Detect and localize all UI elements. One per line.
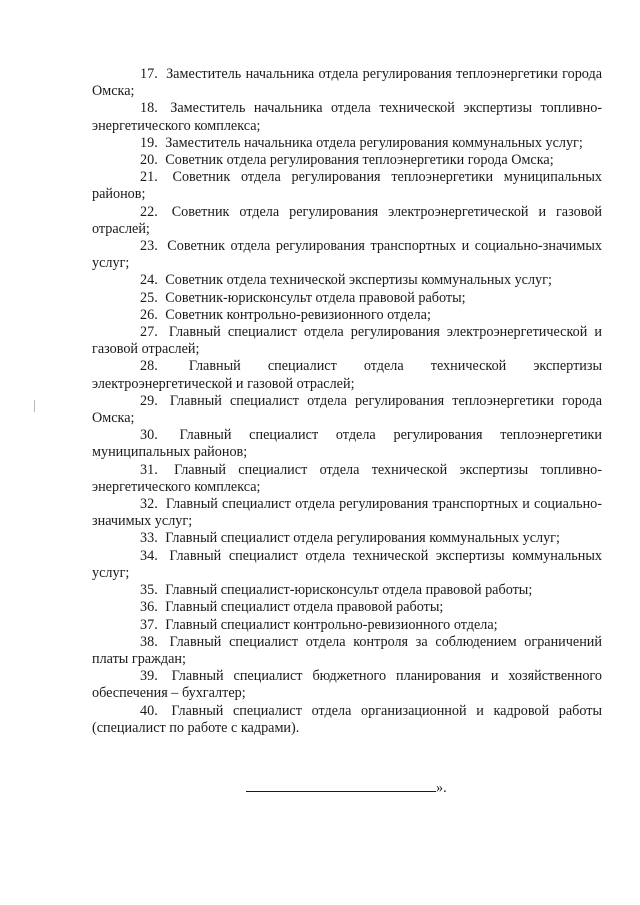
- item-text: Советник отдела регулирования теплоэнергетики города Омска;: [165, 152, 554, 169]
- item-text: Главный специалист отдела регулирования транспортных и социально-значимых услуг;: [92, 496, 602, 530]
- item-text: Главный специалист отдела технической экспертизы электроэнергетической и газовой отраслей;: [92, 358, 602, 392]
- item-text: Советник контрольно-ревизионного отдела;: [165, 306, 431, 323]
- list-item: [92, 617, 602, 634]
- item-number: 20.: [140, 152, 158, 169]
- item-number: 28.: [140, 358, 158, 375]
- item-number: 37.: [140, 616, 158, 633]
- item-number: 24.: [140, 272, 158, 289]
- item-text: Главный специалист-юрисконсульт отдела правовой работы;: [165, 582, 533, 599]
- list-item: [92, 703, 602, 737]
- item-text: Главный специалист отдела регулирования теплоэнергетики муниципальных районов;: [92, 427, 603, 461]
- item-number: 22.: [140, 203, 158, 220]
- item-number: 31.: [140, 461, 158, 478]
- list-item: [92, 548, 602, 582]
- item-number: 27.: [140, 324, 158, 341]
- item-number: 33.: [140, 530, 158, 547]
- list-item: [92, 152, 602, 169]
- item-text: Советник отдела регулирования электроэнергетической и газовой отраслей;: [92, 203, 603, 237]
- list-item: [92, 66, 602, 100]
- item-number: 39.: [140, 668, 158, 685]
- item-text: Главный специалист отдела регулирования коммунальных услуг;: [165, 530, 560, 547]
- item-text: Советник отдела регулирования теплоэнергетики муниципальных районов;: [92, 169, 603, 203]
- item-number: 34.: [140, 547, 158, 564]
- item-text: Главный специалист бюджетного планирования и хозяйственного обеспечения – бухгалтер;: [92, 668, 602, 702]
- list-item: [92, 393, 602, 427]
- item-text: Советник отдела технической экспертизы коммунальных услуг;: [165, 272, 552, 289]
- item-text: Главный специалист отдела регулирования теплоэнергетики города Омска;: [92, 392, 602, 427]
- item-number: 17.: [140, 66, 158, 82]
- item-number: 23.: [140, 238, 158, 255]
- list-item: [92, 599, 602, 616]
- list-item: [92, 634, 602, 668]
- list-item: [92, 135, 602, 152]
- item-number: 25.: [140, 289, 158, 306]
- item-number: 38.: [140, 633, 158, 650]
- item-number: 21.: [140, 169, 158, 186]
- item-number: 40.: [140, 702, 158, 719]
- list-item: [92, 530, 602, 547]
- list-item: [92, 169, 602, 203]
- closing-quote: ».: [436, 780, 447, 796]
- item-text: Главный специалист контрольно-ревизионного отдела;: [165, 616, 498, 633]
- list-item: [92, 290, 602, 307]
- list-item: [92, 324, 602, 358]
- list-item: [92, 272, 602, 289]
- item-number: 36.: [140, 599, 158, 616]
- item-text: Главный специалист отдела технической экспертизы коммунальных услуг;: [92, 547, 602, 581]
- signature-underline: [246, 779, 436, 792]
- list-item: [92, 496, 602, 530]
- item-text: Советник отдела регулирования транспортных и социально-значимых услуг;: [92, 238, 603, 272]
- item-number: 19.: [140, 134, 158, 151]
- item-text: Главный специалист отдела правовой работы;: [165, 599, 444, 616]
- item-text: Главный специалист отдела контроля за соблюдением ограничений платы граждан;: [92, 633, 602, 667]
- list-item: [92, 462, 602, 496]
- position-list: [92, 66, 602, 737]
- item-number: 26.: [140, 306, 158, 323]
- list-item: [92, 668, 602, 702]
- item-number: 18.: [140, 100, 158, 117]
- list-item: [92, 204, 602, 238]
- list-item: [92, 100, 602, 134]
- item-text: Советник-юрисконсульт отдела правовой работы;: [165, 289, 466, 306]
- closing-line: [246, 779, 447, 797]
- item-text: Главный специалист отдела технической экспертизы топливно-энергетического комплекса;: [92, 461, 603, 495]
- item-number: 29.: [140, 392, 158, 409]
- item-text: Главный специалист отдела регулирования электроэнергетической и газовой отраслей;: [92, 324, 602, 358]
- list-item: [92, 427, 602, 461]
- item-text: Заместитель начальника отдела регулирования коммунальных услуг;: [165, 134, 583, 151]
- item-number: 32.: [140, 496, 158, 513]
- item-number: 30.: [140, 427, 158, 444]
- item-text: Заместитель начальника отдела регулирования теплоэнергетики города Омска;: [92, 66, 602, 100]
- margin-mark: [34, 400, 35, 412]
- item-number: 35.: [140, 582, 158, 599]
- list-item: [92, 307, 602, 324]
- list-item: [92, 358, 602, 392]
- item-text: Главный специалист отдела организационной и кадровой работы (специалист по работе с кадрами).: [92, 702, 603, 736]
- item-text: Заместитель начальника отдела технической экспертизы топливно-энергетического комплекса;: [92, 100, 603, 134]
- list-item: [92, 582, 602, 599]
- list-item: [92, 238, 602, 272]
